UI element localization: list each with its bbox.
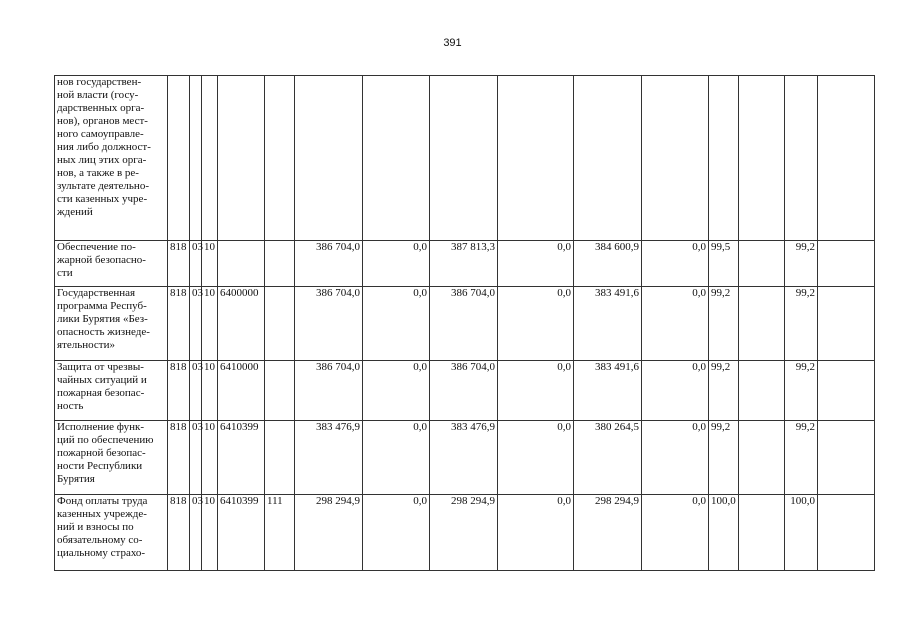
empty-cell bbox=[818, 361, 875, 421]
approved-amount: 386 704,0 bbox=[295, 361, 363, 421]
empty-cell bbox=[739, 287, 785, 361]
executed-amount: 383 491,6 bbox=[574, 361, 642, 421]
row-name: нов государствен- ной власти (госу- дарственных орга- нов), органов мест- ного самоуправле- ния либо должност- ных лиц этих орга- нов, а также в ре- зультате деятельно- сти казенных учре- ждений bbox=[55, 76, 168, 241]
admin-code bbox=[168, 76, 190, 241]
executed-amount bbox=[574, 76, 642, 241]
executed-amount: 383 491,6 bbox=[574, 287, 642, 361]
approved-subvention: 0,0 bbox=[363, 495, 430, 571]
table-row bbox=[55, 287, 875, 361]
execution-percent-alt: 99,2 bbox=[785, 421, 818, 495]
executed-subvention: 0,0 bbox=[642, 241, 709, 287]
table-row bbox=[55, 361, 875, 421]
executed-subvention: 0,0 bbox=[642, 361, 709, 421]
execution-percent-alt: 99,2 bbox=[785, 287, 818, 361]
target-article-code bbox=[218, 76, 265, 241]
approved-amount: 298 294,9 bbox=[295, 495, 363, 571]
expense-type-code bbox=[265, 76, 295, 241]
admin-code: 818 bbox=[168, 495, 190, 571]
execution-percent: 99,2 bbox=[709, 287, 739, 361]
target-article-code: 6400000 bbox=[218, 287, 265, 361]
empty-cell bbox=[818, 495, 875, 571]
target-article-code: 6410000 bbox=[218, 361, 265, 421]
table-row bbox=[55, 241, 875, 287]
expense-type-code bbox=[265, 241, 295, 287]
approved-subvention: 0,0 bbox=[363, 421, 430, 495]
execution-percent-alt: 100,0 bbox=[785, 495, 818, 571]
planned-amount: 386 704,0 bbox=[430, 361, 498, 421]
row-name: Защита от чрезвы- чайных ситуаций и пожарная безопас- ность bbox=[55, 361, 168, 421]
admin-code: 818 bbox=[168, 421, 190, 495]
subsection-code: 10 bbox=[202, 421, 218, 495]
admin-code: 818 bbox=[168, 361, 190, 421]
planned-subvention: 0,0 bbox=[498, 241, 574, 287]
planned-amount: 387 813,3 bbox=[430, 241, 498, 287]
approved-subvention bbox=[363, 76, 430, 241]
empty-cell bbox=[818, 421, 875, 495]
expense-type-code bbox=[265, 361, 295, 421]
expense-type-code: 111 bbox=[265, 495, 295, 571]
planned-amount: 386 704,0 bbox=[430, 287, 498, 361]
row-name: Исполнение функ- ций по обеспечению пожарной безопас- ности Республики Бурятия bbox=[55, 421, 168, 495]
target-article-code: 6410399 bbox=[218, 421, 265, 495]
section-code bbox=[190, 76, 202, 241]
section-code: 03 bbox=[190, 421, 202, 495]
empty-cell bbox=[739, 76, 785, 241]
planned-amount: 298 294,9 bbox=[430, 495, 498, 571]
section-code: 03 bbox=[190, 287, 202, 361]
execution-percent bbox=[709, 76, 739, 241]
table-row bbox=[55, 495, 875, 571]
page-number: 391 bbox=[443, 37, 462, 49]
executed-amount: 298 294,9 bbox=[574, 495, 642, 571]
executed-amount: 384 600,9 bbox=[574, 241, 642, 287]
planned-amount: 383 476,9 bbox=[430, 421, 498, 495]
subsection-code: 10 bbox=[202, 361, 218, 421]
execution-percent: 99,2 bbox=[709, 421, 739, 495]
empty-cell bbox=[739, 421, 785, 495]
approved-subvention: 0,0 bbox=[363, 287, 430, 361]
planned-subvention: 0,0 bbox=[498, 361, 574, 421]
subsection-code bbox=[202, 76, 218, 241]
subsection-code: 10 bbox=[202, 495, 218, 571]
executed-subvention: 0,0 bbox=[642, 421, 709, 495]
executed-subvention: 0,0 bbox=[642, 287, 709, 361]
row-name: Государственная программа Респуб- лики Бурятия «Без- опасность жизнеде- ятельности» bbox=[55, 287, 168, 361]
approved-amount: 386 704,0 bbox=[295, 287, 363, 361]
budget-table bbox=[54, 75, 875, 571]
execution-percent: 99,5 bbox=[709, 241, 739, 287]
planned-subvention bbox=[498, 76, 574, 241]
approved-subvention: 0,0 bbox=[363, 361, 430, 421]
planned-subvention: 0,0 bbox=[498, 495, 574, 571]
execution-percent: 100,0 bbox=[709, 495, 739, 571]
planned-subvention: 0,0 bbox=[498, 421, 574, 495]
target-article-code bbox=[218, 241, 265, 287]
execution-percent-alt bbox=[785, 76, 818, 241]
subsection-code: 10 bbox=[202, 287, 218, 361]
table-row bbox=[55, 421, 875, 495]
empty-cell bbox=[739, 495, 785, 571]
executed-amount: 380 264,5 bbox=[574, 421, 642, 495]
approved-amount: 383 476,9 bbox=[295, 421, 363, 495]
executed-subvention: 0,0 bbox=[642, 495, 709, 571]
expense-type-code bbox=[265, 287, 295, 361]
approved-amount bbox=[295, 76, 363, 241]
admin-code: 818 bbox=[168, 241, 190, 287]
execution-percent-alt: 99,2 bbox=[785, 241, 818, 287]
empty-cell bbox=[739, 241, 785, 287]
executed-subvention bbox=[642, 76, 709, 241]
execution-percent-alt: 99,2 bbox=[785, 361, 818, 421]
empty-cell bbox=[818, 76, 875, 241]
empty-cell bbox=[818, 241, 875, 287]
expense-type-code bbox=[265, 421, 295, 495]
section-code: 03 bbox=[190, 495, 202, 571]
subsection-code: 10 bbox=[202, 241, 218, 287]
empty-cell bbox=[739, 361, 785, 421]
table-row bbox=[55, 76, 875, 241]
row-name: Обеспечение по- жарной безопасно- сти bbox=[55, 241, 168, 287]
approved-subvention: 0,0 bbox=[363, 241, 430, 287]
table-body bbox=[55, 76, 875, 571]
execution-percent: 99,2 bbox=[709, 361, 739, 421]
approved-amount: 386 704,0 bbox=[295, 241, 363, 287]
planned-amount bbox=[430, 76, 498, 241]
section-code: 03 bbox=[190, 361, 202, 421]
admin-code: 818 bbox=[168, 287, 190, 361]
section-code: 03 bbox=[190, 241, 202, 287]
empty-cell bbox=[818, 287, 875, 361]
row-name: Фонд оплаты труда казенных учрежде- ний и взносы по обязательному со- циальному страхо- bbox=[55, 495, 168, 571]
planned-subvention: 0,0 bbox=[498, 287, 574, 361]
target-article-code: 6410399 bbox=[218, 495, 265, 571]
